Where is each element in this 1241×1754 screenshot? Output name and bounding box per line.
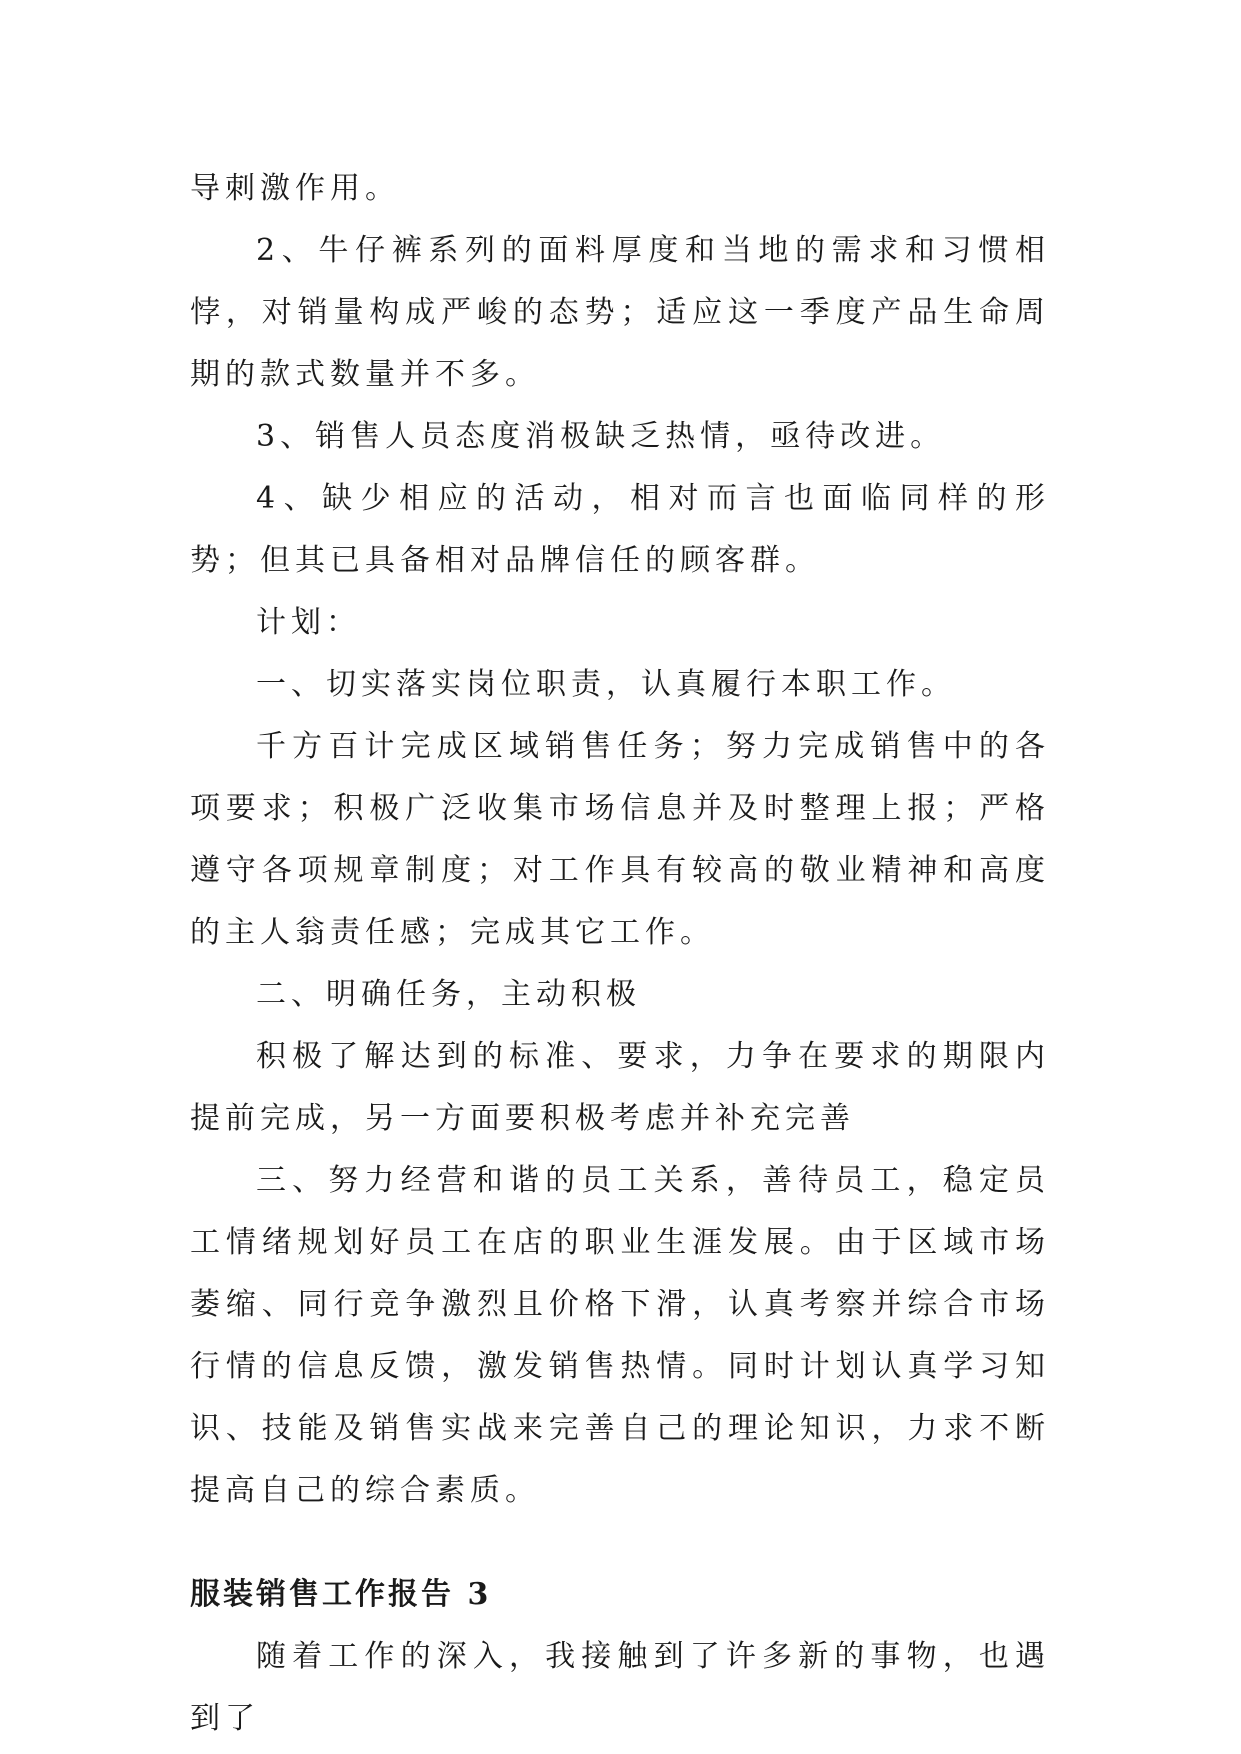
paragraph: 二、明确任务，主动积极 xyxy=(256,977,641,1012)
paragraph: 一、切实落实岗位职责，认真履行本职工作。 xyxy=(256,667,956,702)
paragraph: 4、缺少相应的活动，相对而言也面临同样的形势；但其已具备相对品牌信任的顾客群。 xyxy=(190,481,1050,578)
paragraph: 计划： xyxy=(256,605,361,640)
paragraph: 2、牛仔裤系列的面料厚度和当地的需求和习惯相悖，对销量构成严峻的态势；适应这一季度产品生命周期的款式数量并不多。 xyxy=(190,233,1050,392)
paragraph: 3、销售人员态度消极缺乏热情，亟待改进。 xyxy=(256,419,946,454)
paragraph: 积极了解达到的标准、要求，力争在要求的期限内提前完成，另一方面要积极考虑并补充完善 xyxy=(190,1039,1050,1136)
paragraph: 随着工作的深入，我接触到了许多新的事物，也遇到了 xyxy=(190,1639,1050,1736)
paragraph: 导刺激作用。 xyxy=(190,171,400,206)
paragraph: 三、努力经营和谐的员工关系，善待员工，稳定员工情绪规划好员工在店的职业生涯发展。由于区域市场萎缩、同行竞争激烈且价格下滑，认真考察并综合市场行情的信息反馈，激发销售热情。同时计划认真学习知识、技能及销售实战来完善自己的理论知识，力求不断提高自己的综合素质。 xyxy=(190,1163,1050,1508)
paragraph: 千方百计完成区域销售任务；努力完成销售中的各项要求；积极广泛收集市场信息并及时整理上报；严格遵守各项规章制度；对工作具有较高的敬业精神和高度的主人翁责任感；完成其它工作。 xyxy=(190,729,1050,950)
section-title: 服装销售工作报告 3 xyxy=(190,1577,492,1612)
document-body xyxy=(190,158,1050,1750)
